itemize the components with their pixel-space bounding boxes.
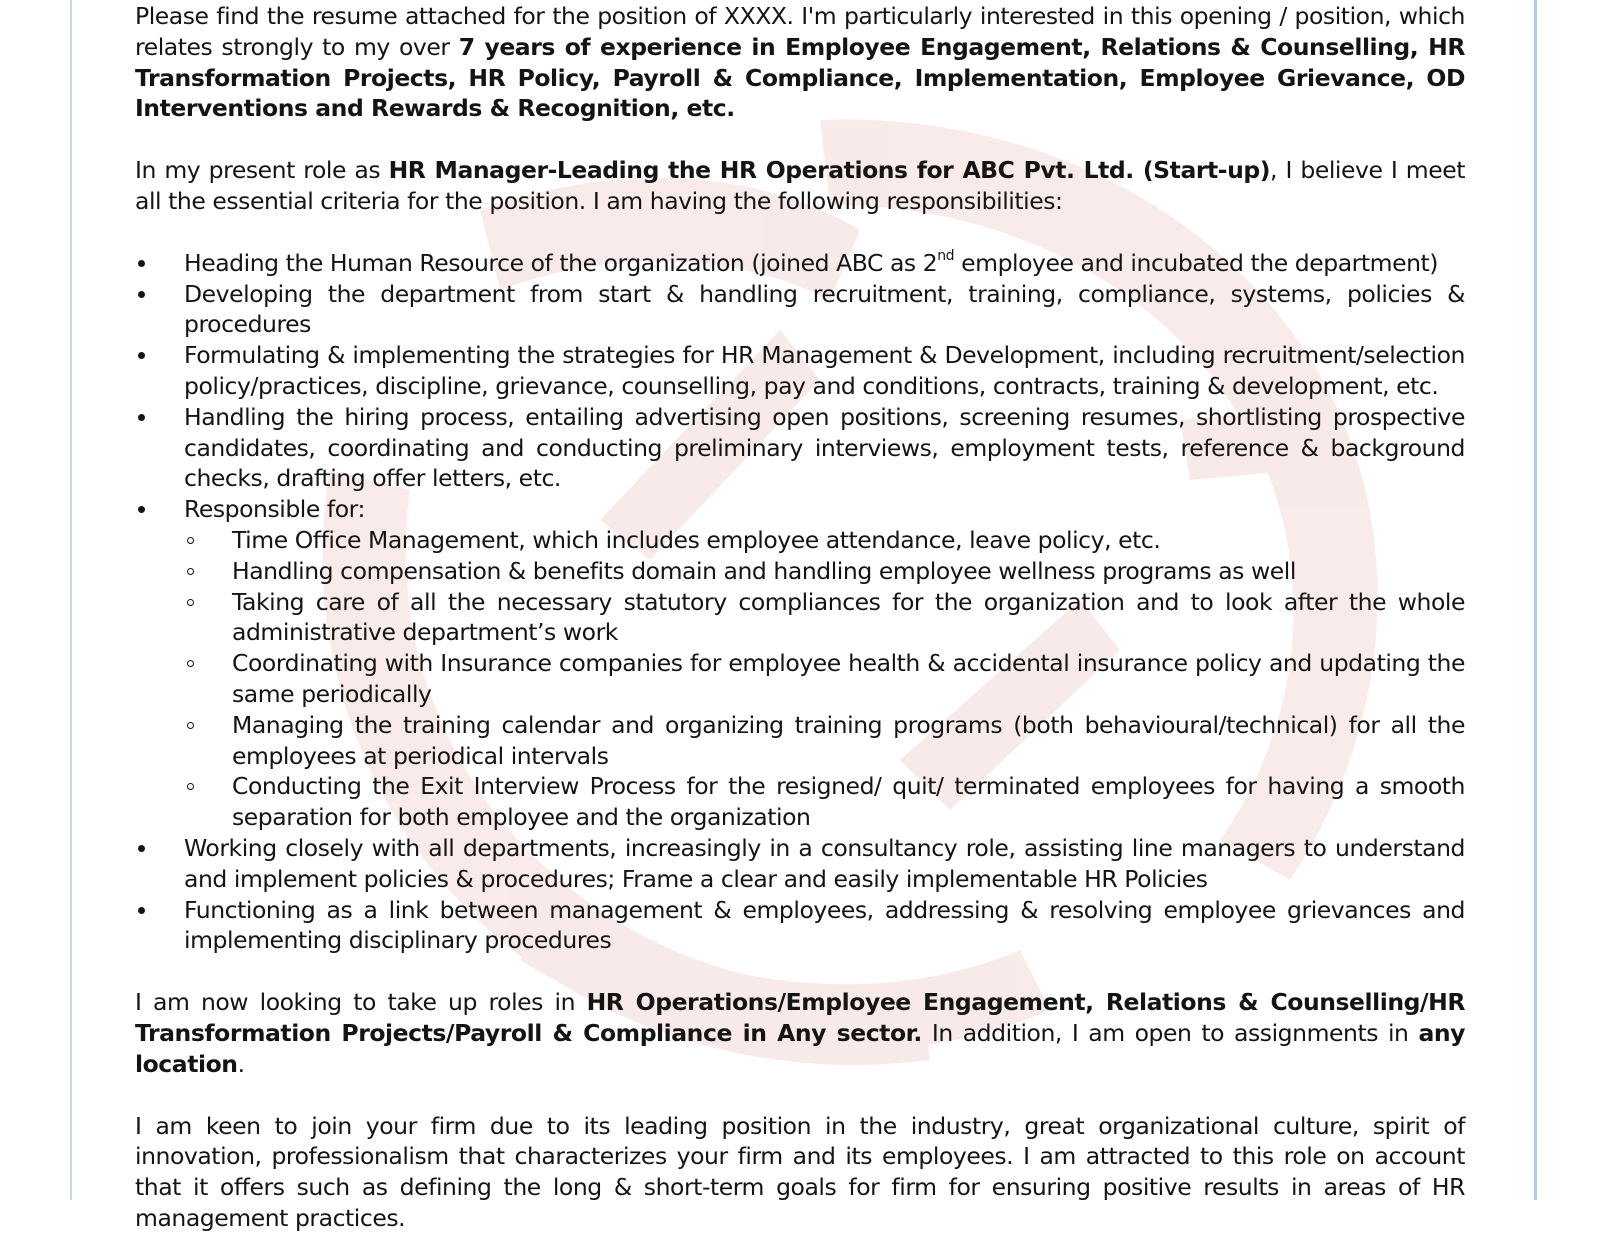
sublist-item: Taking care of all the necessary statutory compliances for the organization and to look after the whole administrative department’s work xyxy=(184,587,1465,649)
present-role-text-1: In my present role as xyxy=(135,156,389,185)
sublist-item: Time Office Management, which includes employee attendance, leave policy, etc. xyxy=(184,525,1465,556)
intro-text: Please find the resume attached for the position of XXXX. I'm particularly interested in this opening / position, which relates strongly to my over xyxy=(135,2,1465,61)
sublist-item: Coordinating with Insurance companies for employee health & accidental insurance policy and updating the same periodically xyxy=(184,648,1465,710)
sublist-item: Handling compensation & benefits domain and handling employee wellness programs as well xyxy=(184,556,1465,587)
page-border-right xyxy=(1534,0,1537,1200)
present-role-text-2: , I believe I meet all the essential criteria for the position. I am having the following responsibilities: xyxy=(135,156,1466,215)
superscript-nd: nd xyxy=(937,247,955,264)
list-item: Formulating & implementing the strategies for HR Management & Development, including recruitment/selection policy/practices, discipline, grievance, counselling, pay and conditions, contracts, training & development, etc. xyxy=(135,340,1465,402)
list-item: Handling the hiring process, entailing advertising open positions, screening resumes, shortlisting prospective candidates, coordinating and conducting preliminary interviews, employment tests, reference & background checks, drafting offer letters, etc. xyxy=(135,402,1465,494)
paragraph-intro xyxy=(135,1,1465,124)
paragraph-looking-for: I am now looking to take up roles in HR Operations/Employee Engagement, Relations & Counselling/HR Transformation Projects/Payroll & Compliance in Any sector. In addition, I am open to assignments in any location. xyxy=(135,988,1466,1078)
responsible-for-sublist xyxy=(184,525,1465,833)
sublist-item: Managing the training calendar and organizing training programs (both behavioural/technical) for all the employees at periodical intervals xyxy=(184,710,1465,772)
responsible-for-label: Responsible for: xyxy=(184,495,365,524)
target-roles-bold: HR Operations/Employee Engagement, Relations & Counselling/HR Transformation Projects/Payroll & Compliance in Any sector. xyxy=(135,988,1465,1047)
list-item: Functioning as a link between management & employees, addressing & resolving employee grievances and implementing disciplinary procedures xyxy=(135,895,1465,957)
responsibilities-list xyxy=(135,248,1465,956)
intro-experience-bold: 7 years of experience in Employee Engagement, Relations & Counselling, HR Transformation Projects, HR Policy, Payroll & Compliance, Implementation, Employee Grievance, OD Interventions and Rewards & Recognition, etc. xyxy=(135,32,1465,123)
page-border-left xyxy=(70,0,72,1200)
sublist-item: Conducting the Exit Interview Process for the resigned/ quit/ terminated employees for having a smooth separation for both employee and the organization xyxy=(184,771,1465,833)
paragraph-keen-to-join: I am keen to join your firm due to its leading position in the industry, great organizational culture, spirit of innovation, professionalism that characterizes your firm and its employees. I am attracted to this role on account that it offers such as defining the long & short-term goals for firm for ensuring positive results in areas of HR management practices. xyxy=(135,1111,1465,1232)
any-location-bold: any location xyxy=(135,1018,1466,1078)
list-item xyxy=(135,494,1465,833)
list-item: Heading the Human Resource of the organization (joined ABC as 2nd employee and incubated the department) xyxy=(135,248,1465,279)
paragraph-present-role xyxy=(135,155,1465,217)
letter-body xyxy=(135,1,1465,1234)
present-role-bold: HR Manager-Leading the HR Operations for ABC Pvt. Ltd. (Start-up) xyxy=(388,156,1271,185)
list-item: Developing the department from start & handling recruitment, training, compliance, systems, policies & procedures xyxy=(135,279,1465,341)
list-item: Working closely with all departments, increasingly in a consultancy role, assisting line managers to understand and implement policies & procedures; Frame a clear and easily implementable HR Policies xyxy=(135,833,1465,895)
